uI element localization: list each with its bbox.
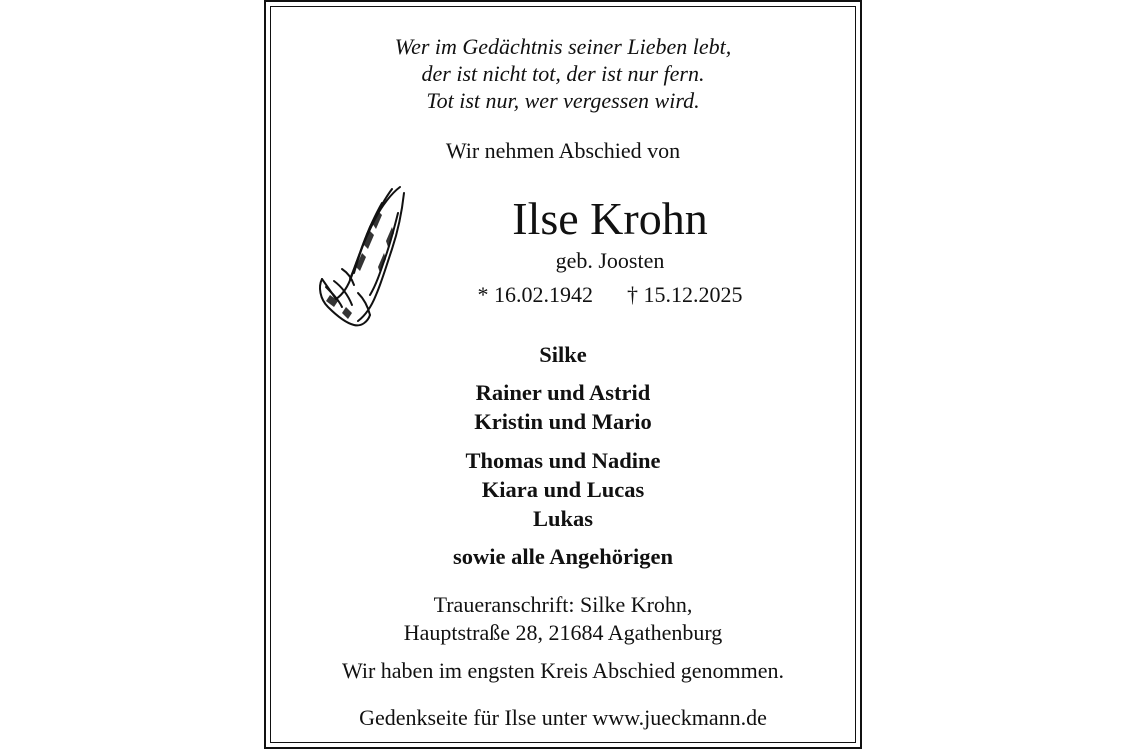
family-member: Lukas [532,506,594,531]
memorial-page-link[interactable]: Gedenkseite für Ilse unter www.jueckmann.de [359,705,767,730]
family-relatives: sowie alle Angehörigen [453,544,673,569]
family-member: Kristin und Mario [474,409,652,434]
verse-line-1: Wer im Gedächtnis seiner Lieben lebt, [394,34,732,59]
family-member: Thomas und Nadine [465,448,661,473]
maiden-name: geb. Joosten [555,248,665,273]
birth-date: * 16.02.1942 [477,282,593,307]
intro-text: Wir nehmen Abschied von [445,138,681,163]
private-farewell-note: Wir haben im engsten Kreis Abschied genommen. [341,658,785,683]
address-line-1: Traueranschrift: Silke Krohn, [433,592,693,617]
obituary-notice [264,0,862,749]
verse-line-2: der ist nicht tot, der ist nur fern. [421,61,705,86]
address-line-2: Hauptstraße 28, 21684 Agathenburg [403,620,723,645]
life-dates [360,282,860,308]
death-date: † 15.12.2025 [627,282,743,307]
family-member: Rainer und Astrid [475,380,651,405]
verse-line-3: Tot ist nur, wer vergessen wird. [426,88,700,113]
family-member: Kiara und Lucas [481,477,645,502]
family-member: Silke [539,342,587,367]
deceased-name: Ilse Krohn [512,193,708,244]
